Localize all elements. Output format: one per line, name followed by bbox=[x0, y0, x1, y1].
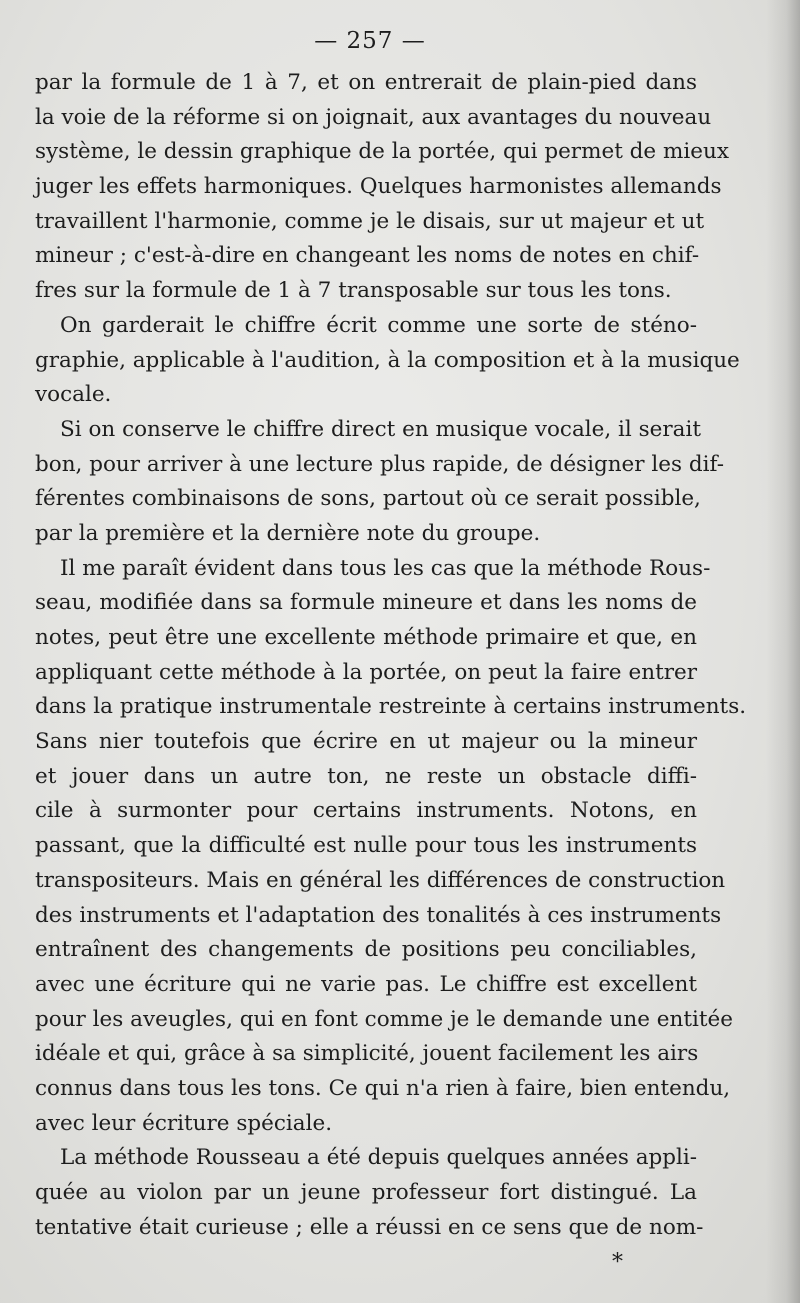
text-line: seau, modifiée dans sa formule mineure et dans les noms de bbox=[35, 590, 697, 616]
text-line: transpositeurs. Mais en général les différences de construction bbox=[35, 867, 726, 893]
text-line: graphie, applicable à l'audition, à la composition et à la musique bbox=[35, 347, 740, 373]
text-line: On garderait le chiffre écrit comme une sorte de sténo- bbox=[60, 312, 697, 338]
text-line: des instruments et l'adaptation des tonalités à ces instruments bbox=[35, 902, 722, 928]
text-line: la voie de la réforme si on joignait, aux avantages du nouveau bbox=[35, 104, 712, 130]
text-line: système, le dessin graphique de la portée, qui permet de mieux bbox=[35, 139, 729, 165]
text-line: Il me paraît évident dans tous les cas que la méthode Rous- bbox=[60, 555, 711, 581]
text-line: avec une écriture qui ne varie pas. Le chiffre est excellent bbox=[35, 971, 697, 997]
text-line: mineur ; c'est-à-dire en changeant les noms de notes en chif- bbox=[35, 243, 700, 269]
text-line: bon, pour arriver à une lecture plus rapide, de désigner les dif- bbox=[35, 451, 724, 477]
text-line: par la première et la dernière note du groupe. bbox=[35, 520, 541, 546]
text-line: entraînent des changements de positions peu conciliables, bbox=[35, 937, 697, 963]
text-line: fres sur la formule de 1 à 7 transposable sur tous les tons. bbox=[35, 278, 672, 304]
text-line: avec leur écriture spéciale. bbox=[35, 1110, 333, 1136]
text-line: tentative était curieuse ; elle a réussi en ce sens que de nom- bbox=[35, 1214, 704, 1240]
text-line: Sans nier toutefois que écrire en ut majeur ou la mineur bbox=[35, 729, 697, 755]
page-number: — 257 — bbox=[314, 28, 426, 54]
text-line: La méthode Rousseau a été depuis quelques années appli- bbox=[60, 1145, 698, 1171]
text-line: juger les effets harmoniques. Quelques harmonistes allemands bbox=[35, 174, 722, 200]
text-line: férentes combinaisons de sons, partout où ce serait possible, bbox=[35, 486, 701, 512]
text-line: dans la pratique instrumentale restreinte à certains instruments. bbox=[35, 694, 747, 720]
text-line: travaillent l'harmonie, comme je le disais, sur ut majeur et ut bbox=[35, 208, 705, 234]
text-line: par la formule de 1 à 7, et on entrerait de plain-pied dans bbox=[35, 70, 697, 95]
text-line: connus dans tous les tons. Ce qui n'a rien à faire, bien entendu, bbox=[35, 1075, 731, 1101]
text-line: pour les aveugles, qui en font comme je le demande une entitée bbox=[35, 1006, 733, 1032]
text-line: vocale. bbox=[35, 382, 112, 408]
text-line: idéale et qui, grâce à sa simplicité, jouent facilement les airs bbox=[35, 1041, 699, 1067]
text-line: et jouer dans un autre ton, ne reste un obstacle diffi- bbox=[35, 763, 697, 789]
text-line: Si on conserve le chiffre direct en musique vocale, il serait bbox=[60, 416, 701, 442]
text-line: passant, que la difficulté est nulle pour tous les instruments bbox=[35, 833, 697, 859]
page-edge-shadow bbox=[766, 0, 800, 1303]
footnote-asterisk: * bbox=[612, 1250, 623, 1275]
text-line: notes, peut être une excellente méthode primaire et que, en bbox=[35, 625, 697, 650]
text-line: quée au violon par un jeune professeur fort distingué. La bbox=[35, 1180, 697, 1205]
body-text bbox=[35, 66, 747, 1245]
text-line: cile à surmonter pour certains instruments. Notons, en bbox=[35, 798, 697, 824]
text-line: appliquant cette méthode à la portée, on peut la faire entrer bbox=[35, 659, 697, 685]
